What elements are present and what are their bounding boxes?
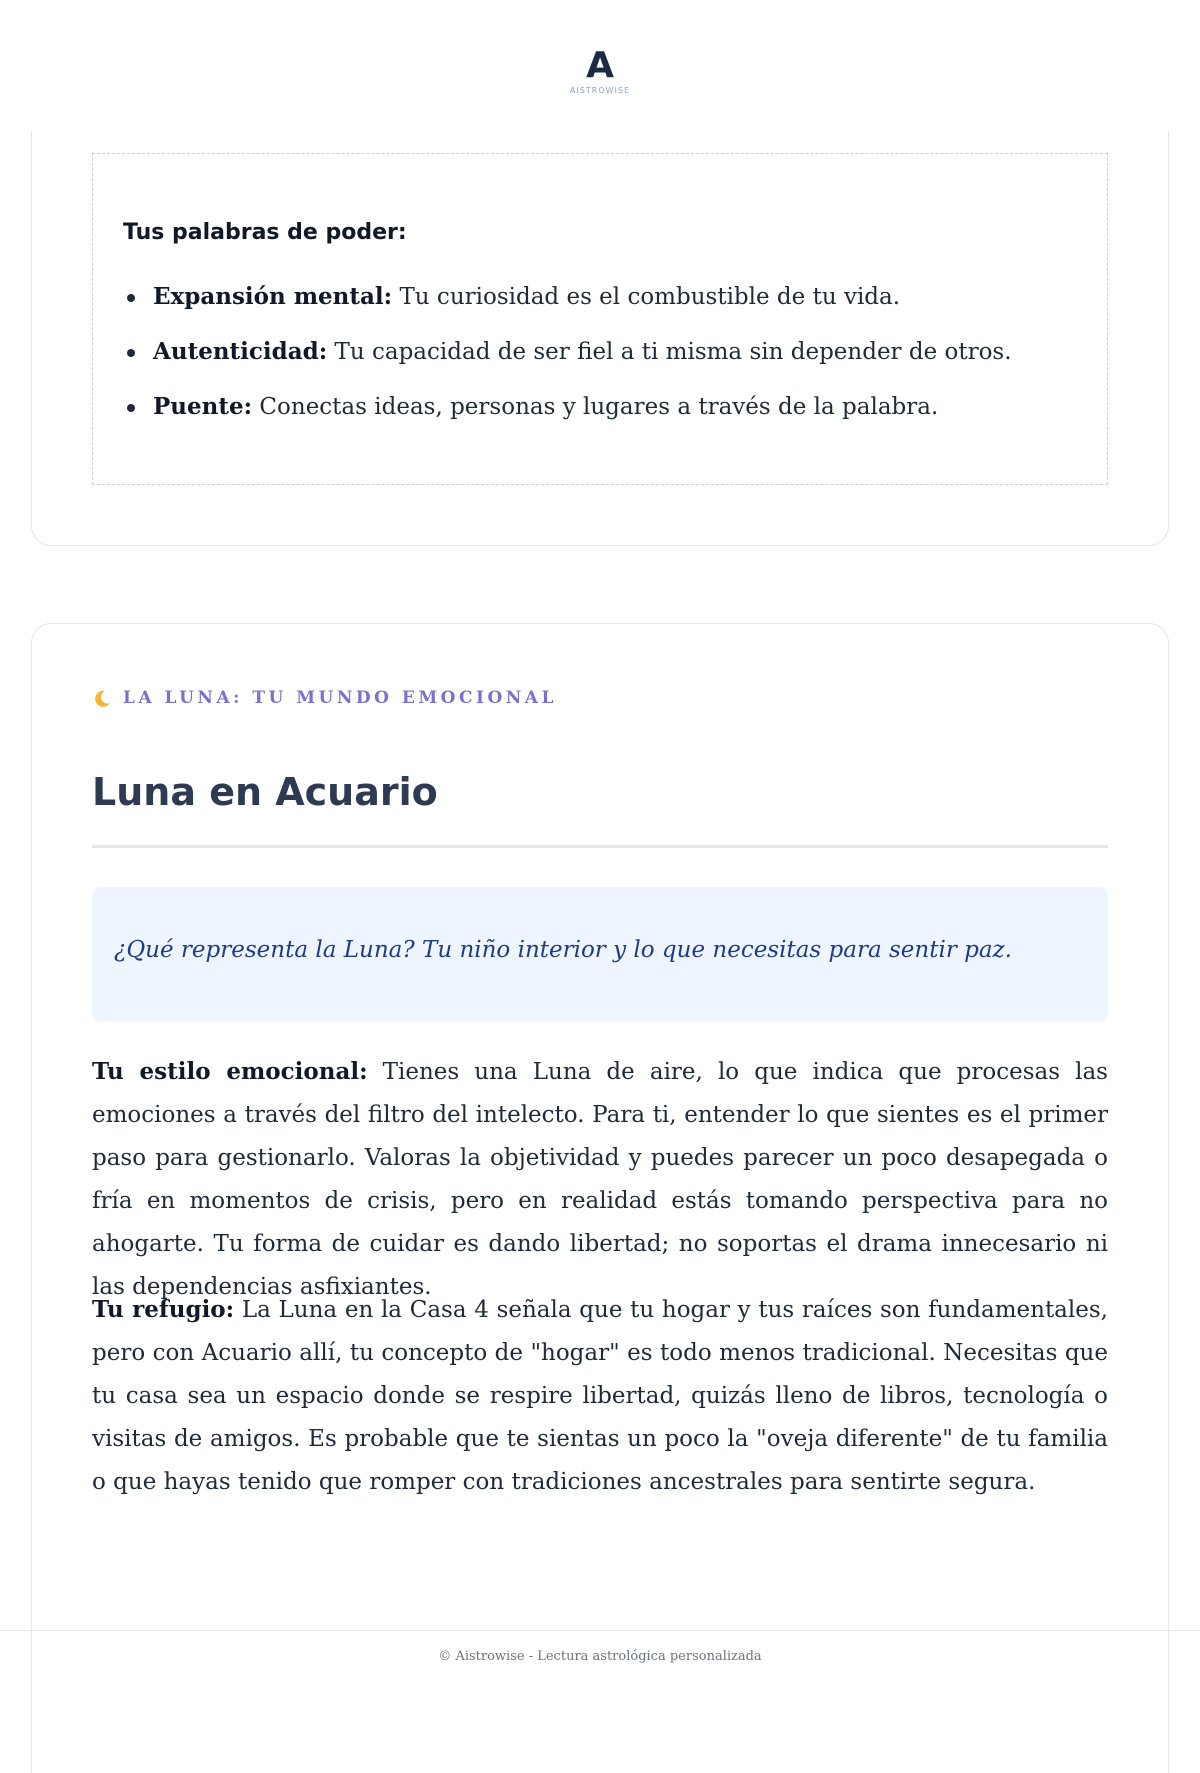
section-eyebrow: LA LUNA: TU MUNDO EMOCIONAL [123,688,557,708]
paragraph-text: La Luna en la Casa 4 señala que tu hogar y tus raíces son fundamentales, pero con Acuario allí, tu concepto de "hogar" es todo menos tradicional. Necesitas que tu casa sea un espacio donde se respire libertad, quizás lleno de libros, tecnología o visitas de amigos. Es probable que te sientas un poco la "oveja diferente" de tu familia o que hayas tenido que romper con tradiciones ancestrales para sentirte segura. [92,1297,1108,1495]
power-words-title: Tus palabras de poder: [123,220,407,245]
page-footer: © Aistrowise - Lectura astrológica personalizada [438,1649,762,1664]
power-word-term: Puente: [153,393,253,420]
power-word-text: Tu capacidad de ser fiel a ti misma sin depender de otros. [327,339,1012,365]
page-header [0,0,1200,150]
paragraph-refuge [92,1288,1108,1504]
list-item [123,392,1083,447]
power-words-list [123,282,1083,447]
paragraph-label: Tu estilo emocional: [92,1058,368,1085]
power-word-term: Expansión mental: [153,283,393,310]
brand-logo-name: AISTROWISE [569,86,631,95]
power-words-box [92,153,1108,485]
list-item [123,337,1083,392]
paragraph-emotional-style [92,1050,1108,1309]
info-callout [92,887,1108,1021]
section-title: Luna en Acuario [92,770,438,814]
callout-text: ¿Qué representa la Luna? Tu niño interior y lo que necesitas para sentir paz. [114,937,1012,963]
paragraph-text: Tienes una Luna de aire, lo que indica que procesas las emociones a través del filtro del intelecto. Para ti, entender lo que sientes es el primer paso para gestionarlo. Valoras la objetividad y puedes parecer un poco desapegada o fría en momentos de crisis, pero en realidad estás tomando perspectiva para no ahogarte. Tu forma de cuidar es dando libertad; no soportas el drama innecesario ni las dependencias asfixiantes. [92,1059,1108,1300]
list-item [123,282,1083,337]
crescent-moon-icon [92,689,112,709]
power-word-term: Autenticidad: [153,338,328,365]
paragraph-label: Tu refugio: [92,1296,235,1323]
brand-logo-mark: A [586,45,614,86]
power-word-text: Conectas ideas, personas y lugares a través de la palabra. [252,394,939,420]
footer-divider [0,1630,1200,1631]
power-word-text: Tu curiosidad es el combustible de tu vida. [392,284,901,310]
title-divider [92,845,1108,848]
